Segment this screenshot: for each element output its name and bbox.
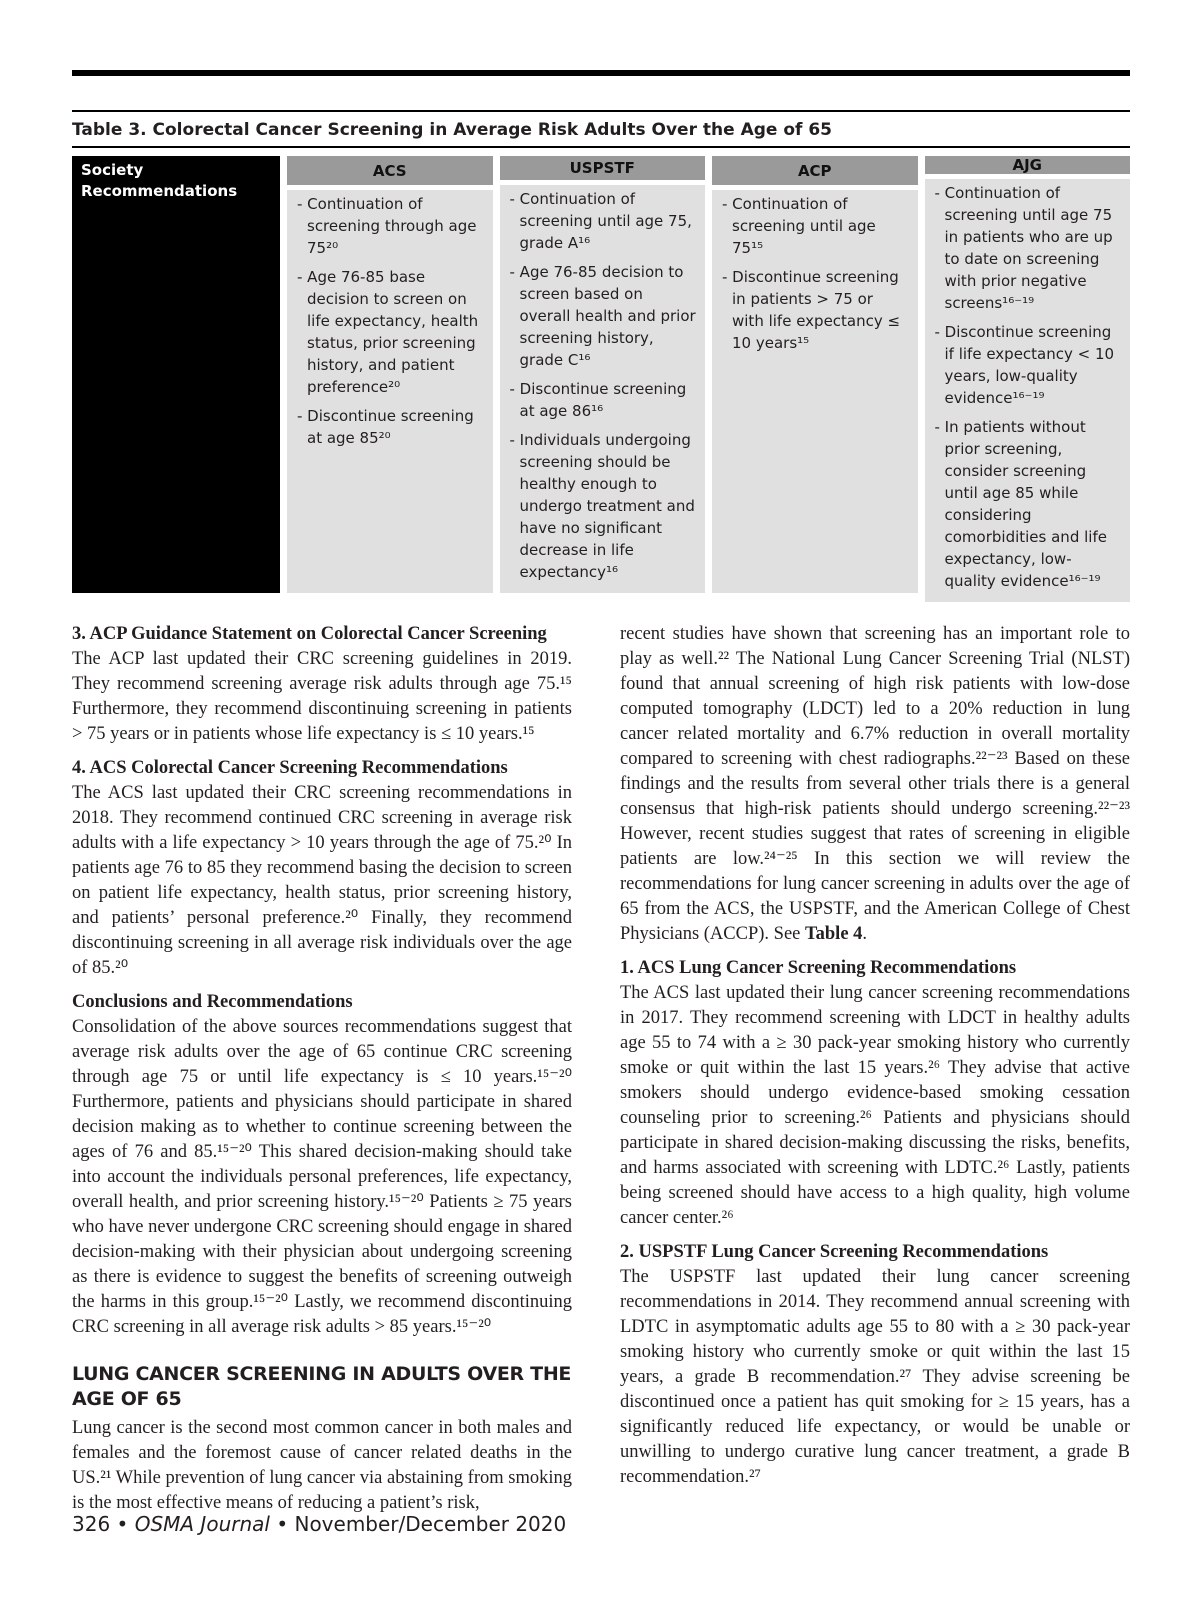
footer-separator: • — [269, 1512, 295, 1536]
acs-paragraph: The ACS last updated their CRC screening recommendations in 2018. They recommend continued CRC screening in average risk adults with a life expectancy > 10 years through the age of 75.²⁰ In patients age 76 to 85 they recommend basing the decision to screen on patient life expectancy, health status, prior screening history, and patients’ personal preference.²⁰ Finally, they recommend discontinuing screening in all average risk individuals over the age of 85.²⁰ — [72, 783, 572, 978]
table-caption: Table 3. Colorectal Cancer Screening in Average Risk Adults Over the Age of 65 — [72, 120, 832, 140]
lung-intro-paragraph: Lung cancer is the second most common cancer in both males and females and the foremost cause of cancer related deaths in the US.²¹ While prevention of lung cancer via abstaining from smoking is the most effective means of reducing a patient’s risk, — [72, 1418, 572, 1513]
page-footer — [72, 1512, 566, 1536]
column-body — [712, 190, 918, 593]
recommendation-item: - Discontinue screening in patients > 75 or with life expectancy ≤ 10 years¹⁵ — [722, 268, 901, 352]
recommendation-item: - Continuation of screening until age 75 in patients who are up to date on screening with prior negative screens¹⁶⁻¹⁹ — [934, 184, 1113, 312]
recommendation-item: - Discontinue screening if life expectancy < 10 years, low-quality evidence¹⁶⁻¹⁹ — [934, 323, 1115, 407]
acp-heading: 3. ACP Guidance Statement on Colorectal Cancer Screening — [72, 624, 547, 644]
table-4-reference: Table 4 — [805, 924, 863, 944]
uspstf-lung-paragraph: The USPSTF last updated their lung cancer screening recommendations in 2014. They recommend annual screening with LDTC in asymptomatic adults age 55 to 80 with a ≥ 30 pack-year smoking history who currently smoke or quit within the last 15 years, a grade B recommendation.²⁷ They advise screening be discontinued once a patient has quit smoking for ≥ 15 years, has a significantly reduced life expectancy, or would be unable or unwilling to undergo curative lung cancer treatment, a grade B recommendation.²⁷ — [620, 1267, 1130, 1487]
recommendation-item: - Age 76-85 base decision to screen on life expectancy, health status, prior screening history, and patient preference²⁰ — [297, 268, 479, 396]
page-number: 326 — [72, 1512, 111, 1536]
table-column-acs — [287, 156, 493, 593]
right-text-column — [620, 622, 1130, 1499]
lung-continued-paragraph: recent studies have shown that screening has an important role to play as well.²² The National Lung Cancer Screening Trial (NLST) found that annual screening of high risk patients with low-dose computed tomography (LDCT) led to a 20% reduction in lung cancer related mortality and 6.7% reduction in overall mortality compared to screening with chest radiographs.²²⁻²³ Based on these findings and the results from several other trials there is a general consensus that high-risk patients should undergo screening.²²⁻²³ However, recent studies suggest that rates of screening in eligible patients are low.²⁴⁻²⁵ In this section we will review the recommendations for lung cancer screening in adults over the age of 65 from the ACS, the USPSTF, and the American College of Chest Physicians (ACCP). See Table 4. — [620, 624, 1130, 944]
column-body — [500, 185, 706, 593]
recommendation-item: - Continuation of screening until age 75¹⁵ — [722, 195, 876, 257]
recommendation-item: - Continuation of screening until age 75, grade A¹⁶ — [509, 190, 692, 252]
column-header: AJG — [925, 156, 1131, 174]
table-row-label: Society Recommendations — [72, 156, 280, 593]
recommendation-item: - Continuation of screening through age 75²⁰ — [297, 195, 477, 257]
lung-section-title: LUNG CANCER SCREENING IN ADULTS OVER THE AGE OF 65 — [72, 1363, 572, 1410]
journal-name: OSMA Journal — [134, 1512, 270, 1536]
column-header: ACP — [712, 156, 918, 185]
conclusions-heading: Conclusions and Recommendations — [72, 992, 353, 1012]
recommendation-item: - Individuals undergoing screening should be healthy enough to undergo treatment and have no significant decrease in life expectancy¹⁶ — [509, 431, 695, 581]
acs-lung-heading: 1. ACS Lung Cancer Screening Recommendations — [620, 958, 1017, 978]
lung-continued-text: recent studies have shown that screening has an important role to play as well.²² The National Lung Cancer Screening Trial (NLST) found that annual screening of high risk patients with low-dose computed tomography (LDCT) led to a 20% reduction in lung cancer related mortality and 6.7% reduction in overall mortality compared to screening with chest radiographs.²²⁻²³ Based on these findings and the results from several other trials there is a general consensus that high-risk patients should undergo screening.²²⁻²³ However, recent studies suggest that rates of screening in eligible patients are low.²⁴⁻²⁵ In this section we will review the recommendations for lung cancer screening in adults over the age of 65 from the ACS, the USPSTF, and the American College of Chest Physicians (ACCP). See — [620, 624, 1130, 944]
recommendation-item: - Age 76-85 decision to screen based on overall health and prior screening history, grade C¹⁶ — [509, 263, 696, 369]
issue-date: November/December 2020 — [294, 1512, 567, 1536]
acs-lung-paragraph: The ACS last updated their lung cancer screening recommendations in 2017. They recommend screening with LDCT in healthy adults age 55 to 74 with a ≥ 30 pack-year smoking history who currently smoke or quit within the last 15 years.²⁶ They advise that active smokers should undergo evidence-based smoking cessation counseling prior to screening.²⁶ Patients and physicians should participate in shared decision-making discussing the risks, benefits, and harms associated with screening with LDTC.²⁶ Lastly, patients being screened should have access to a high quality, high volume cancer center.²⁶ — [620, 983, 1130, 1228]
recommendation-item: - Discontinue screening at age 86¹⁶ — [509, 380, 687, 420]
table-column-acp — [712, 156, 918, 593]
recommendations-table — [72, 156, 1130, 593]
table-column-uspstf — [500, 156, 706, 593]
footer-separator: • — [110, 1512, 135, 1536]
table-column-ajg — [925, 156, 1131, 593]
conclusions-paragraph: Consolidation of the above sources recommendations suggest that average risk adults over the age of 65 continue CRC screening through age 75 or until life expectancy is ≤ 10 years.¹⁵⁻²⁰ Furthermore, patients and physicians should participate in shared decision making as to whether to continue screening between the ages of 76 and 85.¹⁵⁻²⁰ This shared decision-making should take into account the individuals personal preferences, life expectancy, overall health, and prior screening history.¹⁵⁻²⁰ Patients ≥ 75 years who have never undergone CRC screening should engage in shared decision-making with their physician about undergoing screening as there is evidence to suggest the benefits of screening outweigh the harms in this group.¹⁵⁻²⁰ Lastly, we recommend discontinuing CRC screening in all average risk adults > 85 years.¹⁵⁻²⁰ — [72, 1017, 572, 1337]
column-body — [925, 179, 1131, 602]
uspstf-lung-heading: 2. USPSTF Lung Cancer Screening Recommendations — [620, 1242, 1049, 1262]
column-body — [287, 190, 493, 593]
acs-heading: 4. ACS Colorectal Cancer Screening Recommendations — [72, 758, 508, 778]
caption-rule-top — [72, 110, 1130, 112]
top-rule — [72, 70, 1130, 76]
caption-rule-bottom — [72, 146, 1130, 148]
recommendation-item: - Discontinue screening at age 85²⁰ — [297, 407, 474, 447]
recommendation-item: - In patients without prior screening, consider screening until age 85 while considering comorbidities and life expectancy, low-quality evidence¹⁶⁻¹⁹ — [934, 418, 1107, 590]
left-text-column — [72, 622, 572, 1525]
column-header: ACS — [287, 156, 493, 185]
acp-paragraph: The ACP last updated their CRC screening guidelines in 2019. They recommend screening average risk adults through age 75.¹⁵ Furthermore, they recommend discontinuing screening in patients > 75 years or in patients whose life expectancy is ≤ 10 years.¹⁵ — [72, 649, 572, 744]
column-header: USPSTF — [500, 156, 706, 180]
